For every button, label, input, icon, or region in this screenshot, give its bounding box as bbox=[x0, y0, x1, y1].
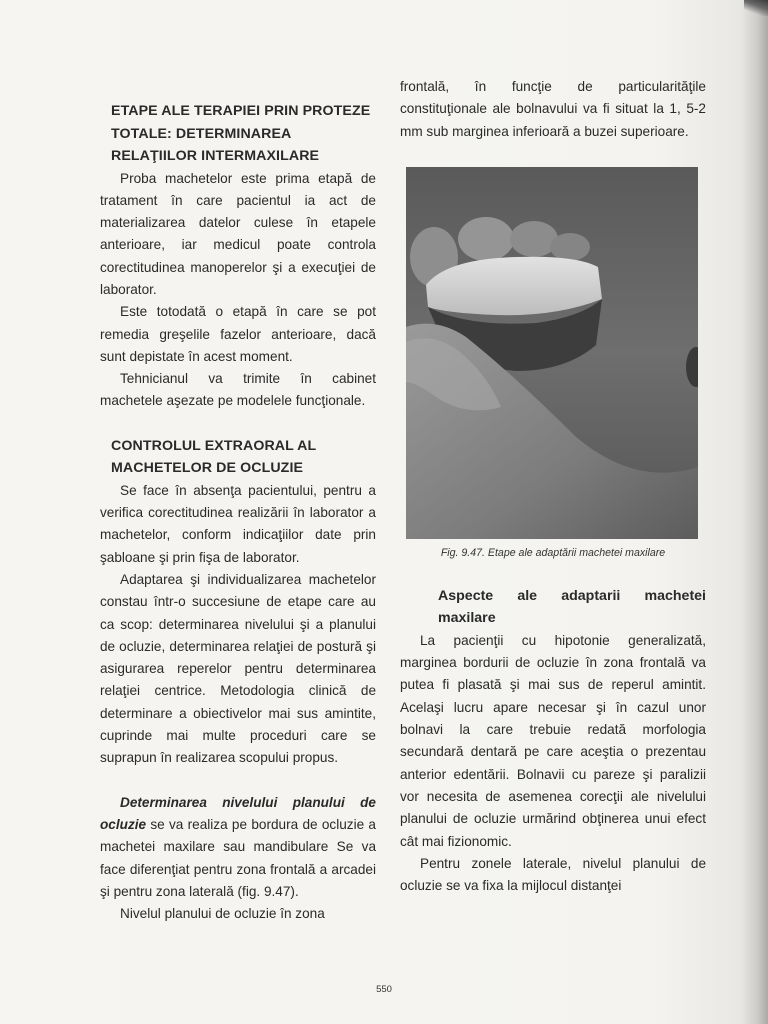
page-edge-shadow bbox=[742, 0, 768, 1024]
paragraph: Adaptarea şi individualizarea machetelor constau într-o succesiune de etape care au ca scop: determinarea nivelului şi a planului de ocluzie, determinarea relaţiei de postură şi asigurarea reperelor pentru determinarea relaţiei centrice. Metodologia clinică de determinare a obiectivelor mai sus amintite, cuprinde mai multe proceduri care se suprapun în realizarea scopului propus. bbox=[100, 571, 376, 766]
subsection-heading-adaptation: Aspecte ale adaptarii machetei maxilare bbox=[438, 587, 706, 627]
paragraph: Este totodată o etapă în care se pot remedia greşelile fazelor anterioare, dacă sunt depistate în acest moment. bbox=[100, 304, 376, 364]
left-column bbox=[100, 100, 376, 925]
figure-photo-occlusion-rim bbox=[406, 167, 698, 539]
scan-corner-mark bbox=[744, 0, 768, 16]
paragraph: Tehnicianul va trimite în cabinet machetele aşezate pe modelele funcţionale. bbox=[100, 371, 376, 409]
inline-subheading: Determinarea nivelului planului de ocluzie bbox=[100, 794, 376, 832]
paragraph: Proba machetelor este prima etapă de tratament în care pacientul ia act de materializarea datelor culese în etapele anterioare, iar medicul poate controla corectitudinea manoperelor şi a execuţiei de laborator. bbox=[100, 170, 376, 297]
section-heading-intermaxillary: ETAPE ALE TERAPIEI PRIN PROTEZE TOTALE: DETERMINAREA RELAŢIILOR INTERMAXILARE bbox=[111, 103, 371, 164]
paragraph: Se face în absenţa pacientului, pentru a verifica corectitudinea realizării în laborator a machetelor, conform indicaţiilor date prin şabloane şi prin fişa de laborator. bbox=[100, 482, 376, 565]
paragraph-continued: frontală, în funcţie de particularităţile constituţionale ale bolnavului va fi situat la 1, 5-2 mm sub marginea inferioară a buzei superioare. bbox=[400, 79, 706, 139]
paragraph: Nivelul planului de ocluzie în zona bbox=[120, 906, 325, 922]
paragraph: La pacienţii cu hipotonie generalizată, marginea bordurii de ocluzie în zona frontală va putea fi plasată şi mai sus de reperul amintit. Acelaşi lucru apare necesar şi în cazul unor bolnavi la care trebuie redată morfologia secundară dentară pe care aceştia o prezentau anterior edentării. Bolnavii cu pareze şi paralizii vor necesita de asemenea corecţii ale nivelului planului de ocluzie urmărind obţinerea unui efect cât mai fizionomic. bbox=[400, 632, 706, 849]
photo-illustration bbox=[406, 167, 698, 539]
section-heading-extraoral-control: CONTROLUL EXTRAORAL AL MACHETELOR DE OCLUZIE bbox=[111, 437, 317, 477]
figure-caption: Fig. 9.47. Etape ale adaptării machetei maxilare bbox=[440, 546, 666, 559]
paragraph-text: se va realiza pe bordura de ocluzie a machetei maxilare sau mandibulare Se va face diferenţiat pentru zona frontală a arcadei şi pentru zona laterală (fig. 9.47). bbox=[100, 816, 376, 899]
paragraph: Pentru zonele laterale, nivelul planului de ocluzie se va fixa la mijlocul distanţei bbox=[400, 855, 706, 894]
right-column bbox=[400, 76, 706, 897]
paragraph-occlusal-plane bbox=[100, 792, 376, 903]
page-number: 550 bbox=[376, 984, 392, 995]
